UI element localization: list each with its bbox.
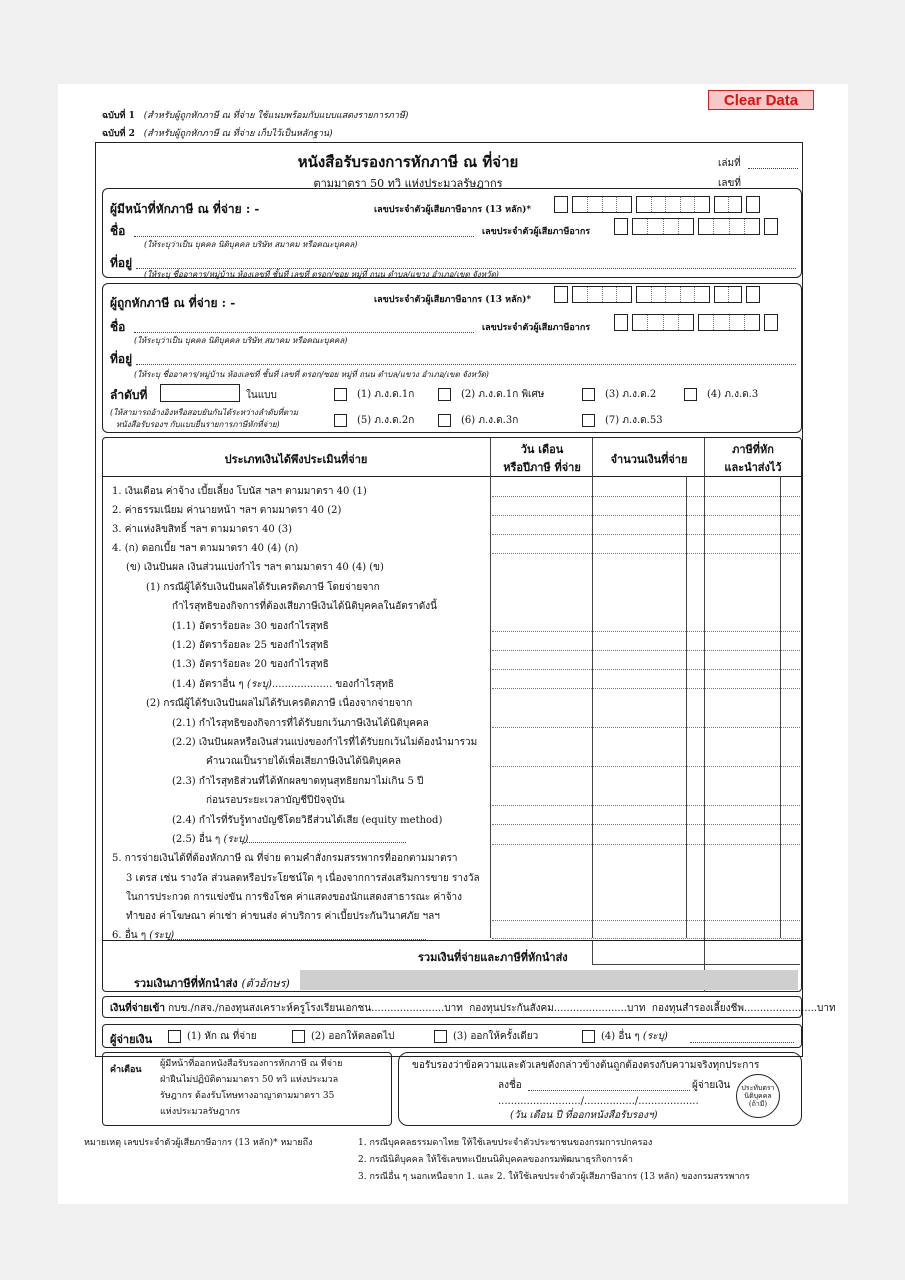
col-tax-header-1: ภาษีที่หัก [732,443,774,456]
date-hint: (วัน เดือน ปี ที่ออกหนังสือรับรองฯ) [510,1110,658,1121]
form-option-4[interactable]: (4) ภ.ง.ด.3 [684,387,758,402]
form-option-1-checkbox[interactable] [334,388,347,401]
clear-data-button[interactable]: Clear Data [708,90,814,110]
date-field[interactable]: ........................../................/................... [498,1096,699,1107]
book-no-field[interactable] [748,168,798,169]
income-row-5-cont-3: ทำของ ค่าโฆษณา ค่าเช่า ค่าขนส่ง ค่าบริการ ค่าเบี้ยประกันวินาศภัย ฯลฯ [126,911,440,922]
table-header-line [103,476,801,477]
form-title: หนังสือรับรองการหักภาษี ณ ที่จ่าย [297,153,519,171]
notes-label: หมายเหตุ เลขประจำตัวผู้เสียภาษีอากร (13 หลัก)* หมายถึง [84,1138,313,1148]
form-option-1[interactable]: (1) ภ.ง.ด.1ก [334,387,414,402]
income-row-4b1-1: (1.1) อัตราร้อยละ 30 ของกำไรสุทธิ [172,621,329,632]
income-row-2: 2. ค่าธรรมเนียม ค่านายหน้า ฯลฯ ตามมาตรา 40 (2) [112,505,342,516]
payer-type-1-checkbox[interactable] [168,1030,181,1043]
payee-address-field[interactable] [136,364,796,365]
income-row-4b2-4: (2.4) กำไรที่รับรู้ทางบัญชีโดยวิธีส่วนได้เสีย (equity method) [172,815,443,826]
col-tax-header-2: และนำส่งไว้ [724,461,782,474]
total-words-field[interactable] [300,970,798,990]
income-row-4b1-4: (1.4) อัตราอื่น ๆ (ระบุ)................... ของกำไรสุทธิ [172,679,395,690]
col-type-header: ประเภทเงินได้พึงประเมินที่จ่าย [224,453,368,466]
warning-line-3: รัษฎากร ต้องรับโทษทางอาญาตามมาตรา 35 [160,1091,335,1101]
seq-field[interactable] [160,384,240,402]
payer-address-label: ที่อยู่ [110,256,133,270]
income-row-4b: (ข) เงินปันผล เงินส่วนแบ่งกำไร ฯลฯ ตามมาตรา 40 (4) (ข) [126,562,384,573]
seq-hint-1: (ให้สามารถอ้างอิงหรือสอบยันกันได้ระหว่างลำดับที่ตาม [110,408,298,417]
form-option-5-checkbox[interactable] [334,414,347,427]
income-row-6: 6. อื่น ๆ (ระบุ) [112,930,175,941]
income-row-4b2-2: (2.2) เงินปันผลหรือเงินส่วนแบ่งของกำไรที่ได้รับยกเว้นไม่ต้องนำมารวม [172,737,478,748]
income-row-4b2-5: (2.5) อื่น ๆ (ระบุ) [172,834,249,845]
payer-name-field[interactable] [134,236,474,237]
form-option-5[interactable]: (5) ภ.ง.ด.2ก [334,413,414,428]
payee-name-label: ชื่อ [110,320,126,334]
payee-tin13-boxes[interactable] [554,286,760,303]
payer-address-hint: (ให้ระบุ ชื่ออาคาร/หมู่บ้าน ห้องเลขที่ ชั้นที่ เลขที่ ตรอก/ซอย หมู่ที่ ถนน ตำบล/แขวง อำเภอ/เขต จังหวัด) [144,270,499,279]
col-date-header-2: หรือปีภาษี ที่จ่าย [503,461,581,474]
payer-type-4[interactable]: (4) อื่น ๆ (ระบุ) [582,1029,668,1044]
form-option-2[interactable]: (2) ภ.ง.ด.1ก พิเศษ [438,387,544,402]
income-row-4b2: (2) กรณีผู้ได้รับเงินปันผลไม่ได้รับเครดิตภาษี เนื่องจากจ่ายจาก [146,698,413,709]
income-row-3: 3. ค่าแห่งลิขสิทธิ์ ฯลฯ ตามมาตรา 40 (3) [112,524,293,535]
seq-label: ลำดับที่ [110,388,148,402]
total-amount-field[interactable] [592,941,704,965]
copy2-line [102,126,333,140]
income-row-4b2-3: (2.3) กำไรสุทธิส่วนที่ได้หักผลขาดทุนสุทธิยกมาไม่เกิน 5 ปี [172,776,424,787]
col-amount-header: จำนวนเงินที่จ่าย [610,453,688,466]
income-row-4b2-2-cont: คำนวณเป็นรายได้เพื่อเสียภาษีเงินได้นิติบุคคล [206,756,402,767]
warning-line-1: ผู้มีหน้าที่ออกหนังสือรับรองการหักภาษี ณ ที่จ่าย [160,1059,343,1069]
form-option-7[interactable]: (7) ภ.ง.ด.53 [582,413,663,428]
payer-type-3-checkbox[interactable] [434,1030,447,1043]
total-words-label: รวมเงินภาษีที่หักนำส่ง (ตัวอักษร) [134,977,290,990]
payee-name-field[interactable] [134,332,474,333]
note-3: 3. กรณีอื่น ๆ นอกเหนือจาก 1. และ 2. ให้ใช้เลขประจำตัวผู้เสียภาษีอากร (13 หลัก) ของกรมสรรพากร [358,1172,750,1182]
note-2: 2. กรณีนิติบุคคล ให้ใช้เลขทะเบียนนิติบุคคลของกรมพัฒนาธุรกิจการค้า [358,1155,633,1165]
warning-line-4: แห่งประมวลรัษฎากร [160,1107,241,1117]
form-option-6-checkbox[interactable] [438,414,451,427]
payer-type-1[interactable]: (1) หัก ณ ที่จ่าย [168,1029,257,1044]
form-subtitle: ตามมาตรา 50 ทวิ แห่งประมวลรัษฎากร [313,177,503,190]
form-option-3-checkbox[interactable] [582,388,595,401]
copy1-line [102,108,408,122]
col-divider-2b [686,476,687,938]
total-tax-field[interactable] [704,941,800,965]
payer-type-label: ผู้จ่ายเงิน [110,1033,153,1046]
payer-tin13-boxes[interactable] [554,196,760,213]
income-row-4a: 4. (ก) ดอกเบี้ย ฯลฯ ตามมาตรา 40 (4) (ก) [112,543,299,554]
income-row-4b1-cont: กำไรสุทธิของกิจการที่ต้องเสียภาษีเงินได้นิติบุคคลในอัตราดังนี้ [172,601,437,612]
form-option-7-checkbox[interactable] [582,414,595,427]
col-date-header-1: วัน เดือน [520,443,564,456]
certify-line: ขอรับรองว่าข้อความและตัวเลขดังกล่าวข้างต้นถูกต้องตรงกับความจริงทุกประการ [412,1060,760,1071]
copy2-label: ฉบับที่ 2 [102,129,135,139]
payee-tin-label: เลขประจำตัวผู้เสียภาษีอากร [482,323,591,333]
payer-type-2[interactable]: (2) ออกให้ตลอดไป [292,1029,394,1044]
copy1-label: ฉบับที่ 1 [102,111,135,121]
payer-type-4-checkbox[interactable] [582,1030,595,1043]
payee-heading: ผู้ถูกหักภาษี ณ ที่จ่าย : - [110,296,236,310]
form-option-3[interactable]: (3) ภ.ง.ด.2 [582,387,656,402]
seq-hint-2: หนังสือรับรองฯ กับแบบยื่นรายการภาษีหักที่จ่าย) [116,420,280,429]
payer-sign-label: ผู้จ่ายเงิน [692,1080,731,1091]
income-row-4b1: (1) กรณีผู้ได้รับเงินปันผลได้รับเครดิตภาษี โดยจ่ายจาก [146,582,380,593]
payer-tin-label: เลขประจำตัวผู้เสียภาษีอากร [482,227,591,237]
doc-no-label: เลขที่ [718,178,741,189]
payee-tin-boxes[interactable] [614,314,778,331]
form-option-4-checkbox[interactable] [684,388,697,401]
payee-address-label: ที่อยู่ [110,352,133,366]
signature-field[interactable] [528,1090,690,1091]
sign-label: ลงชื่อ [498,1080,522,1091]
form-option-2-checkbox[interactable] [438,388,451,401]
seq-suffix: ในแบบ [246,390,277,401]
income-row-5-cont-1: 3 เตรส เช่น รางวัล ส่วนลดหรือประโยชน์ใด ๆ เนื่องจากการส่งเสริมการขาย รางวัล [126,873,480,884]
payer-type-other-field[interactable] [690,1042,794,1043]
certificate-sheet [58,84,848,1204]
warning-line-2: ฝ่าฝืนไม่ปฏิบัติตามมาตรา 50 ทวิ แห่งประมวล [160,1075,339,1085]
payee-tin13-label: เลขประจำตัวผู้เสียภาษีอากร (13 หลัก)* [374,295,532,305]
col-divider-3b [780,476,781,938]
col-divider-1 [490,438,491,938]
total-label: รวมเงินที่จ่ายและภาษีที่หักนำส่ง [418,951,568,964]
col-divider-3 [704,438,705,992]
book-no-label: เล่มที่ [718,158,741,169]
payer-name-label: ชื่อ [110,224,126,238]
income-row-4b1-2: (1.2) อัตราร้อยละ 25 ของกำไรสุทธิ [172,640,329,651]
income-row-4b2-3-cont: ก่อนรอบระยะเวลาบัญชีปีปัจจุบัน [206,795,345,806]
income-row-1: 1. เงินเดือน ค่าจ้าง เบี้ยเลี้ยง โบนัส ฯลฯ ตามมาตรา 40 (1) [112,486,367,497]
funds-line: เงินที่จ่ายเข้า กบข./กสจ./กองทุนสงเคราะห์ครูโรงเรียนเอกชน.......................บาท กองทุนประกันสังคม.......................บาท กองทุนสำรองเลี้ยงชีพ.......................บาท [110,1003,836,1014]
note-1: 1. กรณีบุคคลธรรมดาไทย ให้ใช้เลขประจำตัวประชาชนของกรมการปกครอง [358,1138,653,1148]
copy1-desc: (สำหรับผู้ถูกหักภาษี ณ ที่จ่าย ใช้แนบพร้อมกับแบบแสดงรายการภาษี) [143,111,409,121]
income-row-4b2-1: (2.1) กำไรสุทธิของกิจการที่ได้รับยกเว้นภาษีเงินได้นิติบุคคล [172,718,429,729]
payer-type-3[interactable]: (3) ออกให้ครั้งเดียว [434,1029,538,1044]
payer-name-hint: (ให้ระบุว่าเป็น บุคคล นิติบุคคล บริษัท สมาคม หรือคณะบุคคล) [144,240,358,249]
payee-address-hint: (ให้ระบุ ชื่ออาคาร/หมู่บ้าน ห้องเลขที่ ชั้นที่ เลขที่ ตรอก/ซอย หมู่ที่ ถนน ตำบล/แขวง อำเภอ/เขต จังหวัด) [134,370,489,379]
income-row-5-cont-2: ในการประกวด การแข่งขัน การชิงโชค ค่าแสดงของนักแสดงสาธารณะ ค่าจ้าง [126,892,463,903]
income-row-5: 5. การจ่ายเงินได้ที่ต้องหักภาษี ณ ที่จ่าย ตามคำสั่งกรมสรรพากรที่ออกตามมาตรา [112,853,458,864]
income-row-4b1-3: (1.3) อัตราร้อยละ 20 ของกำไรสุทธิ [172,659,329,670]
warning-label: คำเตือน [110,1065,142,1075]
company-seal-circle: ประทับตรา นิติบุคคล (ถ้ามี) [736,1074,780,1118]
payer-tin-boxes[interactable] [614,218,778,235]
payer-tin13-label: เลขประจำตัวผู้เสียภาษีอากร (13 หลัก)* [374,205,532,215]
income-other-field-1[interactable] [244,842,406,843]
payer-type-2-checkbox[interactable] [292,1030,305,1043]
form-option-6[interactable]: (6) ภ.ง.ด.3ก [438,413,518,428]
payer-heading: ผู้มีหน้าที่หักภาษี ณ ที่จ่าย : - [110,202,260,216]
payee-name-hint: (ให้ระบุว่าเป็น บุคคล นิติบุคคล บริษัท สมาคม หรือคณะบุคคล) [134,336,348,345]
copy2-desc: (สำหรับผู้ถูกหักภาษี ณ ที่จ่าย เก็บไว้เป็นหลักฐาน) [143,129,333,139]
